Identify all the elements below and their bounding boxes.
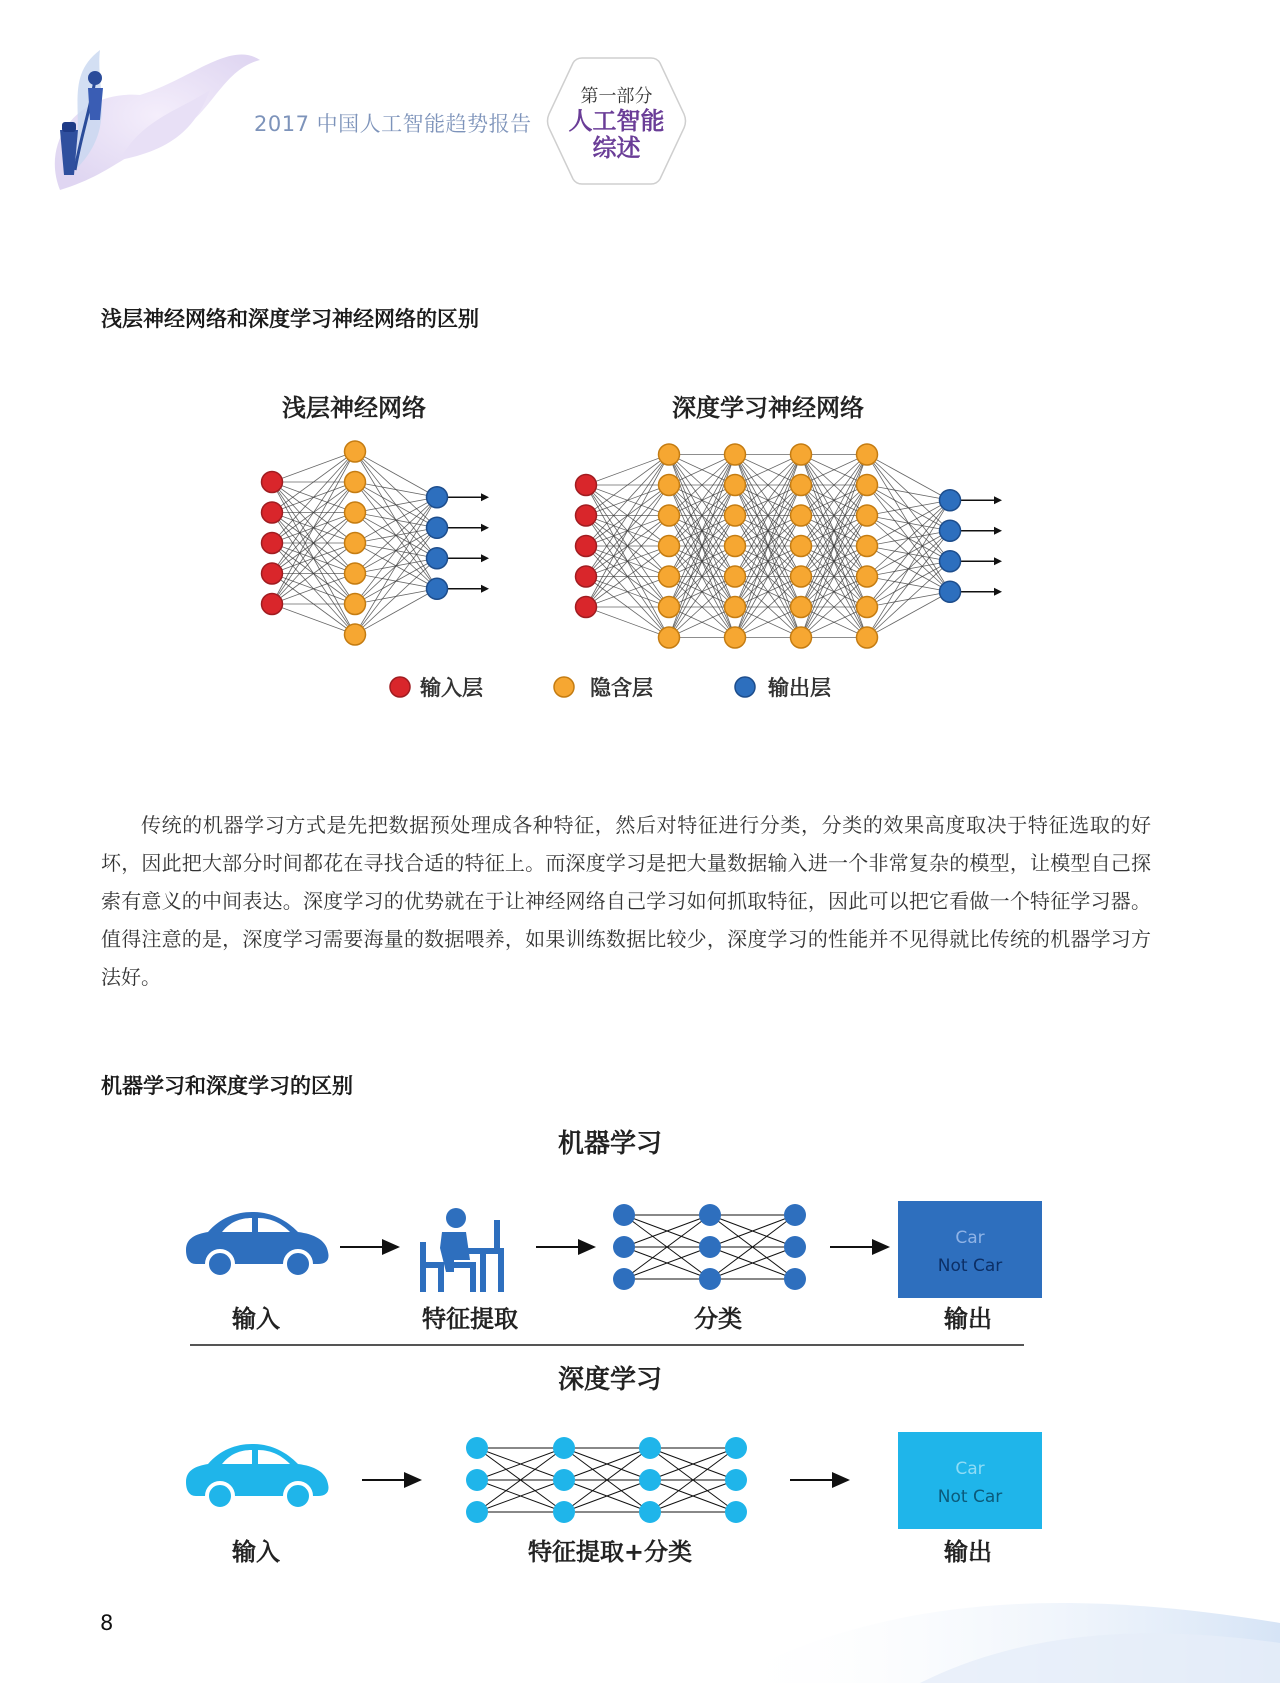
dl-net-node <box>639 1469 661 1491</box>
deep-edge <box>586 455 669 547</box>
deep-edge <box>867 500 950 515</box>
shallow-output-node <box>427 578 448 599</box>
deep-output-node <box>940 520 961 541</box>
shallow-edge <box>355 497 437 543</box>
deep-edge <box>867 500 950 546</box>
shallow-edge <box>355 497 437 512</box>
shallow-output-node <box>427 517 448 538</box>
shallow-edge <box>355 497 437 604</box>
deep-hidden-node <box>857 475 878 496</box>
body-paragraph: 传统的机器学习方式是先把数据预处理成各种特征，然后对特征进行分类，分类的效果高度取决于特征选取的好坏，因此把大部分时间都花在寻找合适的特征上。而深度学习是把大量数据输入进一个非常复杂的模型，让模型自己探索有意义的中间表达。深度学习的优势就在于让神经网络自己学习如何抓取特征，因此可以把它看做一个特征学习器。值得注意的是，深度学习需要海量的数据喂养，如果训练数据比较少，深度学习的性能并不见得就比传统的机器学习方法好。 <box>101 813 1151 989</box>
deep-edge <box>867 485 950 500</box>
ml-classifier-network <box>613 1204 806 1290</box>
shallow-output-arrowhead <box>481 554 489 562</box>
ml-input-label: 输入 <box>232 1305 280 1333</box>
shallow-input-node <box>262 594 283 615</box>
legend-input-dot <box>390 677 410 697</box>
shallow-edge <box>355 497 437 573</box>
shallow-input-node <box>262 502 283 523</box>
deep-edge <box>867 531 950 638</box>
legend-hidden-dot <box>554 677 574 697</box>
legend <box>390 676 831 700</box>
deep-hidden-node <box>857 566 878 587</box>
deep-hidden-node <box>659 444 680 465</box>
dl-net-node <box>725 1501 747 1523</box>
deep-hidden-node <box>857 627 878 648</box>
ml-dl-comparison-figure <box>0 1120 1280 1580</box>
dl-car-icon <box>186 1444 329 1509</box>
shallow-input-node <box>262 472 283 493</box>
shallow-nn-label: 浅层神经网络 <box>282 394 426 422</box>
deep-edge <box>867 500 950 576</box>
shallow-edge <box>272 452 355 544</box>
report-title: 2017 中国人工智能趋势报告 <box>254 112 532 136</box>
deep-output-node <box>940 490 961 511</box>
deep-edge <box>586 455 669 608</box>
ml-net-node <box>784 1236 806 1258</box>
deep-output-arrowhead <box>994 557 1002 565</box>
shallow-output-arrowhead <box>481 524 489 532</box>
dl-net-node <box>553 1469 575 1491</box>
shallow-edge <box>355 528 437 635</box>
dl-input-label: 输入 <box>232 1538 280 1566</box>
dl-output-car: Car <box>955 1459 985 1479</box>
ml-output-car: Car <box>955 1228 985 1248</box>
dl-net-node <box>466 1437 488 1459</box>
shallow-edge <box>355 589 437 635</box>
deep-hidden-node <box>659 536 680 557</box>
deep-hidden-node <box>791 475 812 496</box>
dl-title: 深度学习 <box>557 1365 663 1395</box>
section-badge <box>544 52 689 190</box>
deep-hidden-node <box>791 566 812 587</box>
deep-hidden-node <box>659 475 680 496</box>
ml-output-not-car: Not Car <box>937 1256 1003 1276</box>
dl-output-not-car: Not Car <box>937 1487 1003 1507</box>
shallow-edge <box>355 497 437 634</box>
deep-edge <box>867 500 950 607</box>
deep-input-node <box>576 566 597 587</box>
section-title-nn: 浅层神经网络和深度学习神经网络的区别 <box>101 307 479 331</box>
dl-combined-label: 特征提取+分类 <box>527 1538 693 1566</box>
shallow-edge <box>272 452 355 605</box>
dl-net-node <box>466 1501 488 1523</box>
deep-nn-label: 深度学习神经网络 <box>672 394 864 422</box>
dl-net-node <box>466 1469 488 1491</box>
deep-hidden-node <box>857 444 878 465</box>
dl-output-label: 输出 <box>944 1538 992 1566</box>
ml-net-node <box>699 1204 721 1226</box>
shallow-hidden-node <box>345 624 366 645</box>
deep-edge <box>586 455 669 486</box>
shallow-edge <box>272 604 355 635</box>
deep-edge <box>867 592 950 638</box>
legend-input-label: 输入层 <box>420 676 483 700</box>
dl-network <box>466 1437 747 1523</box>
nn-comparison-figure <box>0 380 1280 710</box>
shallow-output-arrowhead <box>481 493 489 501</box>
page-number: 8 <box>100 1611 114 1635</box>
deep-output-arrowhead <box>994 527 1002 535</box>
deep-hidden-node <box>857 597 878 618</box>
legend-hidden-label: 隐含层 <box>590 676 653 700</box>
ml-feature-label: 特征提取 <box>422 1305 518 1333</box>
shallow-hidden-node <box>345 441 366 462</box>
deep-hidden-node <box>659 505 680 526</box>
deep-hidden-node <box>725 444 746 465</box>
dl-net-node <box>553 1437 575 1459</box>
deep-input-node <box>576 475 597 496</box>
shallow-edge <box>355 452 437 498</box>
ml-net-node <box>699 1236 721 1258</box>
deep-nn-edges <box>586 455 950 638</box>
dl-net-node <box>639 1501 661 1523</box>
deep-hidden-node <box>725 597 746 618</box>
deep-hidden-node <box>725 475 746 496</box>
feature-extraction-person-icon <box>420 1208 504 1292</box>
ml-net-node <box>699 1268 721 1290</box>
shallow-hidden-node <box>345 563 366 584</box>
shallow-hidden-node <box>345 472 366 493</box>
dl-net-node <box>553 1501 575 1523</box>
deep-output-node <box>940 581 961 602</box>
header-decoration <box>0 0 300 200</box>
deep-input-node <box>576 597 597 618</box>
deep-hidden-node <box>725 536 746 557</box>
deep-hidden-node <box>725 566 746 587</box>
shallow-input-node <box>262 563 283 584</box>
ml-output-box <box>898 1201 1042 1298</box>
deep-hidden-node <box>659 627 680 648</box>
ml-net-node <box>613 1236 635 1258</box>
shallow-hidden-node <box>345 533 366 554</box>
deep-hidden-node <box>791 444 812 465</box>
ml-net-node <box>613 1268 635 1290</box>
deep-output-node <box>940 551 961 572</box>
ml-output-box-bg <box>898 1201 1042 1298</box>
shallow-hidden-node <box>345 502 366 523</box>
ml-net-node <box>613 1204 635 1226</box>
badge-title-line1: 人工智能 <box>568 107 665 135</box>
deep-output-arrowhead <box>994 588 1002 596</box>
dl-net-node <box>639 1437 661 1459</box>
dl-output-box <box>898 1432 1042 1529</box>
ml-net-node <box>784 1268 806 1290</box>
deep-edge <box>867 561 950 637</box>
shallow-hidden-node <box>345 594 366 615</box>
badge-subtitle: 第一部分 <box>580 86 653 107</box>
deep-hidden-node <box>791 536 812 557</box>
deep-hidden-node <box>725 505 746 526</box>
deep-hidden-node <box>857 536 878 557</box>
deep-input-node <box>576 505 597 526</box>
shallow-output-arrowhead <box>481 585 489 593</box>
shallow-input-node <box>262 533 283 554</box>
dl-output-box-bg <box>898 1432 1042 1529</box>
ml-classify-label: 分类 <box>694 1305 742 1333</box>
ml-output-label: 输出 <box>944 1305 992 1333</box>
badge-title-line2: 综述 <box>592 134 641 162</box>
ml-car-icon <box>186 1212 329 1277</box>
section-title-ml-dl: 机器学习和深度学习的区别 <box>101 1074 353 1098</box>
badge-title <box>544 108 689 162</box>
deep-edge <box>867 500 950 637</box>
deep-hidden-node <box>857 505 878 526</box>
deep-input-node <box>576 536 597 557</box>
legend-output-dot <box>735 677 755 697</box>
ml-title: 机器学习 <box>557 1129 663 1159</box>
deep-hidden-node <box>659 566 680 587</box>
shallow-edge <box>272 452 355 483</box>
deep-hidden-node <box>725 627 746 648</box>
deep-output-arrowhead <box>994 496 1002 504</box>
deep-hidden-node <box>791 597 812 618</box>
ml-net-node <box>784 1204 806 1226</box>
deep-hidden-node <box>659 597 680 618</box>
dl-net-node <box>725 1437 747 1459</box>
deep-hidden-node <box>791 505 812 526</box>
legend-output-label: 输出层 <box>768 676 831 700</box>
shallow-output-node <box>427 548 448 569</box>
deep-edge <box>586 607 669 638</box>
shallow-output-node <box>427 487 448 508</box>
shallow-edge <box>355 558 437 634</box>
deep-hidden-node <box>791 627 812 648</box>
deep-edge <box>867 455 950 501</box>
shallow-edge <box>355 482 437 497</box>
dl-net-node <box>725 1469 747 1491</box>
